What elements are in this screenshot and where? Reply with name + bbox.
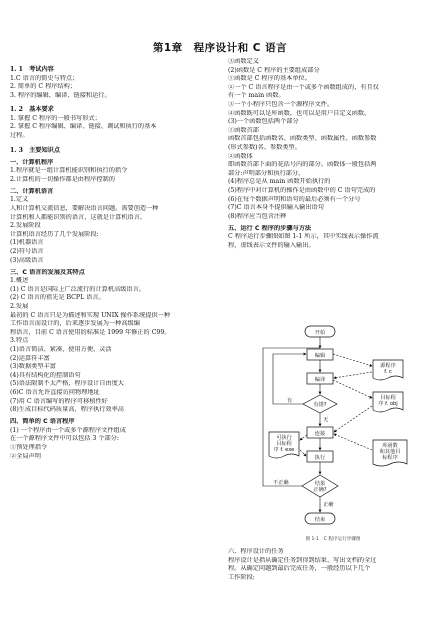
paragraph-line: (3)数据类型丰富 (10, 363, 56, 371)
exe-file-line1: 可执行 (276, 435, 292, 441)
compile-label: 编译 (314, 376, 326, 383)
flowchart-figure (233, 322, 433, 537)
paragraph-line: 工作语言而设计的，后来逐步发展为一种高级编 (10, 320, 140, 328)
paragraph-line: 1.程序就是一组计算机能识别和执行的指令 (10, 167, 128, 175)
has-error-label: 有错? (313, 402, 327, 408)
execute-label: 执行 (314, 454, 326, 461)
paragraph-line: 在一个源程序文件中可以包括 3 个部分: (10, 435, 119, 443)
section-heading: 三、C 语言的发展及其特点 (10, 268, 85, 276)
paragraph-line: 2.发展 (10, 303, 29, 311)
paragraph-line: 2.计算机的一切操作都是由程序控制的 (10, 175, 115, 183)
paragraph-line: 人和计算机交流信息，要解决语言问题。需要创造一种 (10, 205, 159, 213)
paragraph-line: (8)生成目标代码质量高，程序执行效率高 (10, 406, 124, 414)
paragraph-line: (7)C 语言本身不提供输入输出语句 (228, 204, 324, 212)
paragraph-line: (4)具有结构化的控制语句 (10, 371, 81, 379)
paragraph-line: 1.概述 (10, 277, 29, 285)
source-file-line2: f. c (384, 369, 392, 375)
paragraph-line: 2. 简单的 C 程序结构； (10, 83, 77, 91)
paragraph-line: 程语言，目前 C 语言使用的标准是 1999 年修正的 C99。 (10, 328, 171, 336)
paragraph-line: (5)程序中对计算机的操作是由函数中的 C 语句完成的 (228, 186, 376, 194)
right-column (228, 58, 433, 251)
paragraph-line: (8)程序应当包含注释 (228, 212, 287, 220)
library-line1: 库函数 (382, 443, 398, 449)
flowchart-svg (233, 322, 433, 537)
paragraph-line: 最初的 C 语言只是为描述和实现 UNIX 操作系统提供一种 (10, 311, 171, 319)
source-file-line1: 源程序 (380, 363, 396, 369)
exe-file-line2: 目标程 (276, 441, 292, 447)
library-line2: 和其他目 (379, 449, 401, 455)
paragraph-line: 3.特点 (10, 337, 29, 345)
paragraph-line: 过程。 (10, 131, 29, 139)
paragraph-line: 有一个 main 函数。 (228, 92, 285, 100)
paragraph-line: (2)符号语言 (10, 248, 44, 255)
edit-label: 编辑 (314, 352, 326, 359)
paragraph-line: (7)用 C 语言编写的程序可移植性好 (10, 397, 108, 405)
paragraph-line: (形式参数)名、参数类型。 (228, 143, 301, 151)
paragraph-line: 部分:声明部分和执行部分。 (228, 169, 305, 177)
paragraph-line: (1) 一个程序由一个或多个源程序文件组成 (10, 426, 126, 434)
no-label: 无 (323, 417, 329, 423)
correct-label: 正确 (323, 502, 334, 508)
paragraph-line: (6)C 语言允许直接访问物理地址 (10, 389, 100, 396)
paragraph-line: 程序设计是指从确定任务到得到结果、写出文档的全过 (228, 556, 377, 564)
paragraph-line: 2. 掌握 C 程序编辑、编译、链接、调试和执行的基本 (10, 123, 157, 131)
paragraph-line: 1. 掌握 C 程序的一般书写形式； (10, 114, 101, 122)
section-heading: 四、简单的 C 语言程序 (10, 418, 75, 426)
link-label: 连接 (314, 430, 326, 437)
paragraph-line: ②全局声明 (10, 452, 41, 460)
paragraph-line: (2)运算符丰富 (10, 354, 50, 362)
paragraph-line: (1)语言简洁、紧凑，使用方便、灵活 (10, 346, 112, 354)
paragraph-line: (3)高级语言 (10, 256, 44, 264)
section-heading: 五、运行 C 程序的步骤与方法 (228, 224, 312, 232)
paragraph-line: 函数首部包括函数名、函数类型、函数属性、函数参数 (228, 135, 377, 143)
paragraph-line: 计算机语言经历了几个发展阶段: (10, 230, 99, 238)
yes-label: 有 (287, 398, 293, 404)
section-heading: 一、计算机程序 (10, 158, 54, 166)
paragraph-line: 计算机和人都能识别的语言，这就是计算机语言。 (10, 213, 147, 221)
result-label-2: 正确? (313, 487, 327, 493)
paragraph-line: C 程序运行步骤图如图 1-1 所示，其中实线表示操作流 (228, 233, 379, 241)
paragraph-line: (4)程序总是从 main 函数开始执行的 (228, 178, 331, 186)
library-line3: 标程序 (382, 455, 398, 461)
section-heading: 1. 3 主要知识点 (10, 146, 61, 154)
paragraph-line: (5)语法限制不太严格，程序设计自由度大 (10, 380, 124, 388)
object-file-line2: 序 f. obj (378, 401, 398, 407)
paragraph-line: 2.发展阶段 (10, 222, 41, 230)
figure-caption: 图 1-1 C 程序运行步骤图 (305, 537, 361, 542)
paragraph-line: (6)在每个数据声明和语句的最后必须有一个分号 (228, 195, 361, 203)
incorrect-label: 不正确 (273, 480, 289, 486)
paragraph-line: ①函数首部 (228, 126, 259, 134)
end-label: 结束 (314, 516, 326, 523)
section-heading: 1. 1 考试内容 (10, 66, 54, 73)
paragraph-line: ②函数体 (228, 152, 253, 160)
paragraph-line: ③函数定义 (228, 58, 259, 65)
paragraph-line: ①预处理指令 (10, 444, 48, 452)
paragraph-line: 即函数首部下面的花括号内的部分。函数体一般包括两 (228, 161, 377, 169)
paragraph-line: 1.C 语言的简史与特点； (10, 74, 79, 82)
object-file-line1: 目标程 (380, 395, 396, 401)
paragraph-line: (1) C 语言是国际上广泛流行的计算机高级语言。 (10, 285, 145, 293)
paragraph-line: (1)机器语言 (10, 239, 44, 247)
chapter-title: 第1章 程序设计和 C 语言 (152, 42, 288, 54)
paragraph-line: ④函数既可以是库函数，也可以是用户自定义函数。 (228, 109, 371, 117)
start-label: 开始 (314, 329, 326, 336)
paragraph-line: ①函数是 C 程序的基本单位。 (228, 75, 311, 83)
left-column (10, 60, 215, 461)
paragraph-line: (2)函数是 C 程序的主要组成部分 (228, 66, 320, 74)
paragraph-line: (2) C 语言的祖先是 BCPL 语言。 (10, 294, 105, 302)
paragraph-line: 程，虚线表示文件的输入输出。 (228, 241, 315, 249)
paragraph-line: (3)一个函数包括两个部分 (228, 118, 299, 126)
paragraph-line: 程。从确定问题到最后完成任务，一般经历以下几个 (228, 565, 371, 573)
paragraph-line: ②一个 C 语言程序是由一个或多个函数组成的，有且仅 (228, 83, 379, 91)
paragraph-line: 3. 程序的编辑、编译、链接和运行。 (10, 91, 111, 99)
paragraph-line: 六、程序设计的任务 (228, 548, 284, 555)
paragraph-line: 工作阶段: (228, 573, 255, 581)
section-heading: 1. 2 基本要求 (10, 106, 54, 114)
exe-file-line3: 序 f. exe (273, 447, 295, 453)
section-heading: 二、计算机语言 (10, 187, 54, 195)
paragraph-line: 1.定义 (10, 196, 29, 204)
paragraph-line: ③一个小程序只包含一个源程序文件。 (228, 100, 334, 108)
result-label-1: 结果 (314, 481, 326, 487)
after-figure-text (228, 548, 433, 582)
